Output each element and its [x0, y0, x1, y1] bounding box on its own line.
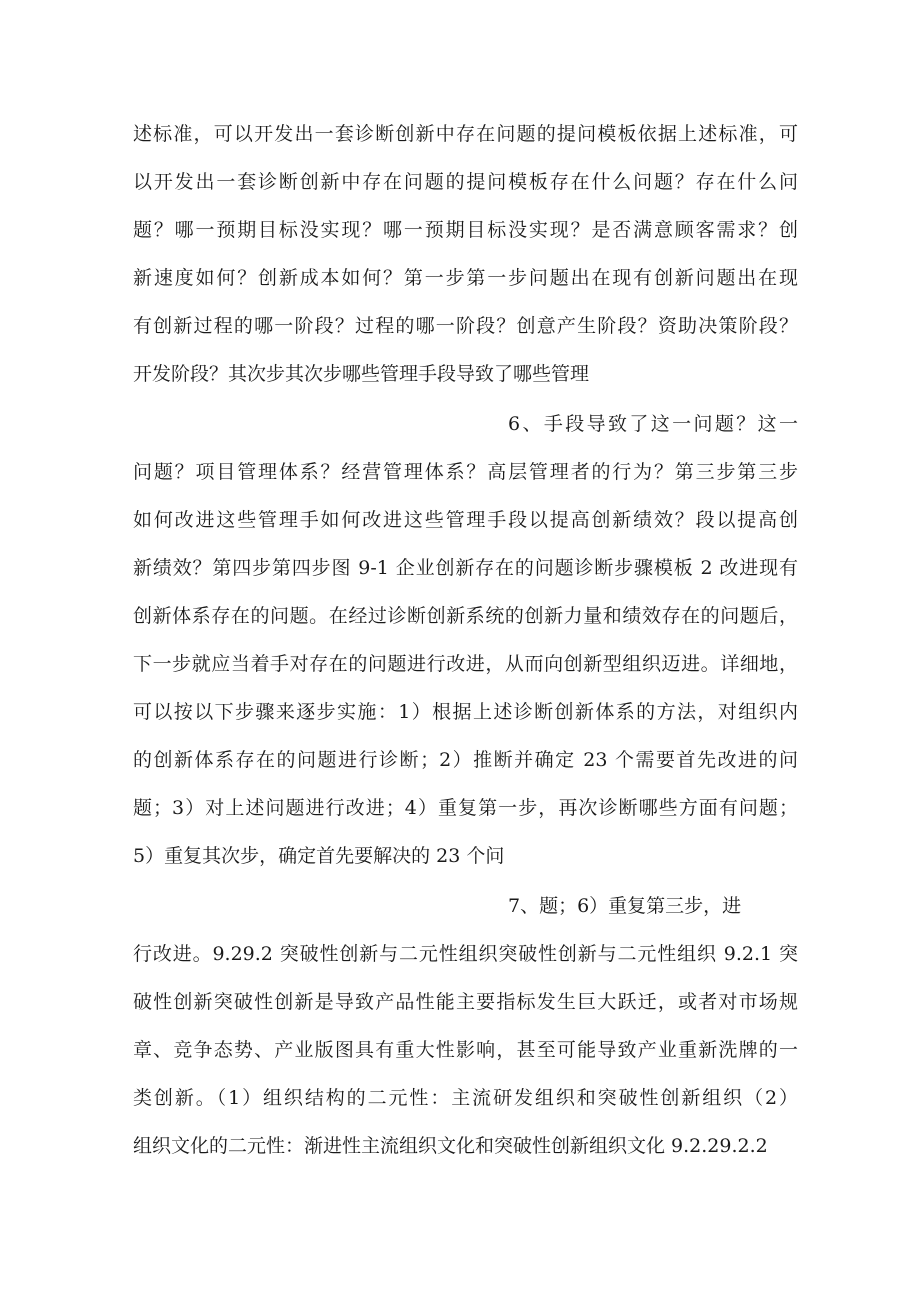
text-line: 题；3）对上述问题进行改进；4）重复第一步，再次诊断哪些方面有问题；: [133, 797, 798, 819]
text-line: 题？哪一预期目标没实现？哪一预期目标没实现？是否满意顾客需求？创: [133, 219, 798, 241]
text-line: 可以按以下步骤来逐步实施：1）根据上述诊断创新体系的方法，对组织内: [133, 701, 798, 723]
section-heading-line: 7、题；6）重复第三步，进: [508, 895, 742, 917]
text-line: 开发阶段？其次步其次步哪些管理手段导致了哪些管理: [133, 363, 590, 385]
text-line: 下一步就应当着手对存在的问题进行改进，从而向创新型组织迈进。详细地，: [133, 653, 798, 675]
text-line: 的创新体系存在的问题进行诊断；2）推断并确定 23 个需要首先改进的问: [133, 749, 798, 771]
text-line: 章、竞争态势、产业版图具有重大性影响，甚至可能导致产业重新洗牌的一: [133, 1039, 798, 1061]
text-line: 述标准，可以开发出一套诊断创新中存在问题的提问模板依据上述标准，可: [133, 123, 798, 145]
text-line: 新绩效？第四步第四步图 9-1 企业创新存在的问题诊断步骤模板 2 改进现有: [133, 557, 798, 579]
text-line: 类创新。（1）组织结构的二元性：主流研发组织和突破性创新组织（2）: [133, 1087, 798, 1109]
text-line: 如何改进这些管理手如何改进这些管理手段以提高创新绩效？段以提高创: [133, 509, 798, 531]
text-line: 行改进。9.29.2 突破性创新与二元性组织突破性创新与二元性组织 9.2.1 突: [133, 943, 798, 965]
text-line: 破性创新突破性创新是导致产品性能主要指标发生巨大跃迁，或者对市场规: [133, 991, 798, 1013]
text-line: 问题？项目管理体系？经营管理体系？高层管理者的行为？第三步第三步: [133, 461, 798, 483]
text-line: 以开发出一套诊断创新中存在问题的提问模板存在什么问题？存在什么问: [133, 171, 798, 193]
section-heading-line: 6、手段导致了这一问题？这一: [508, 413, 798, 435]
text-line: 有创新过程的哪一阶段？过程的哪一阶段？创意产生阶段？资助决策阶段？: [133, 315, 798, 337]
text-line: 5）重复其次步，确定首先要解决的 23 个问: [133, 845, 505, 867]
text-line: 创新体系存在的问题。在经过诊断创新系统的创新力量和绩效存在的问题后，: [133, 605, 798, 627]
text-line: 组织文化的二元性：渐进性主流组织文化和突破性创新组织文化 9.2.29.2.2: [133, 1135, 768, 1157]
text-line: 新速度如何？创新成本如何？第一步第一步问题出在现有创新问题出在现: [133, 267, 798, 289]
